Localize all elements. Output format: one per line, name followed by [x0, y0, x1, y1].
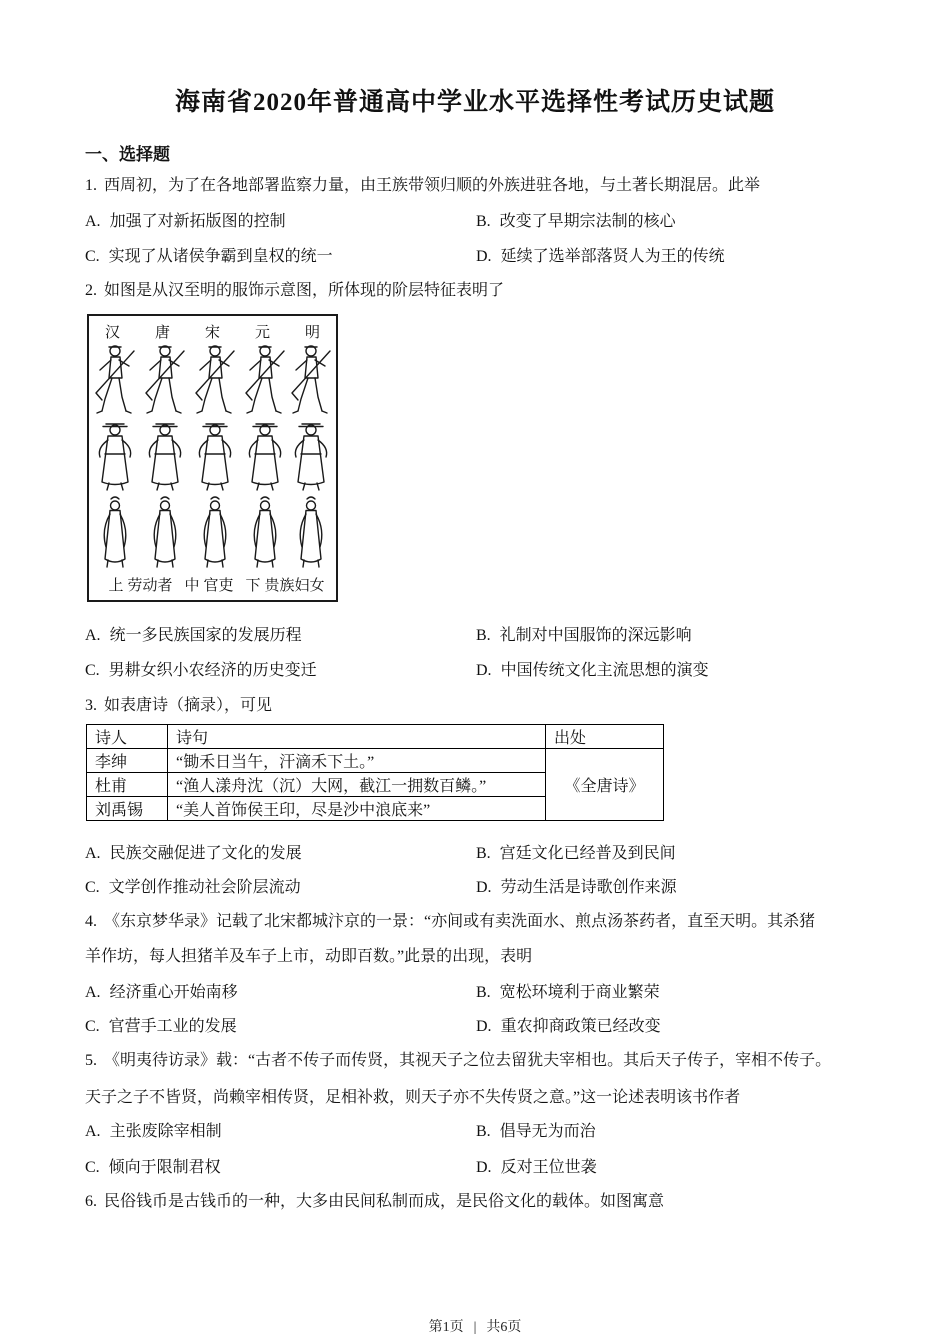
q4-option-c — [85, 1016, 237, 1037]
laborer-figure-icon — [146, 346, 184, 413]
verse-cell: “锄禾日当午，汗滴禾下土。” — [168, 749, 546, 773]
caption-group-noblewoman: 贵族妇女 — [264, 578, 325, 594]
option-text: 经济重心开始南移 — [109, 984, 238, 1001]
section-heading: 一、选择题 — [85, 145, 170, 164]
q2-option-a — [85, 625, 302, 646]
q1-option-b — [476, 211, 676, 232]
option-key: B. — [476, 845, 491, 862]
q3-option-d — [476, 877, 677, 898]
dynasty-label-row — [89, 321, 336, 342]
option-key: C. — [85, 248, 100, 265]
header-source: 出处 — [546, 725, 664, 749]
caption-pos-top: 上 — [108, 578, 124, 594]
header-verse: 诗句 — [168, 725, 546, 749]
table-row — [87, 749, 664, 773]
q5-option-c — [85, 1157, 221, 1178]
question-text: 《明夷待访录》载：“古者不传子而传贤，其视天子之位去留犹夫宰相也。其后天子传子，宰相不传子。 — [104, 1052, 832, 1069]
option-text: 劳动生活是诗歌创作来源 — [500, 879, 677, 896]
poet-cell: 杜甫 — [87, 773, 168, 797]
q4-option-d — [476, 1016, 661, 1037]
dynasty-label-tang: 唐 — [154, 325, 170, 341]
question-number: 6. — [85, 1193, 97, 1210]
q1-option-d — [476, 246, 725, 267]
option-key: A. — [85, 845, 101, 862]
poet-cell: 刘禹锡 — [87, 797, 168, 821]
option-key: B. — [476, 1123, 491, 1140]
question-number: 3. — [85, 697, 97, 714]
laborer-figure-icon — [96, 346, 134, 413]
q3-option-a — [85, 843, 302, 864]
option-text: 文学创作推动社会阶层流动 — [108, 879, 301, 896]
footer-separator: | — [473, 1320, 477, 1335]
dynasty-label-han: 汉 — [105, 325, 121, 341]
option-key: B. — [476, 627, 491, 644]
question-5-stem-line1 — [85, 1050, 831, 1071]
q4-option-b — [476, 982, 660, 1003]
noblewoman-figure-icon — [204, 497, 226, 567]
option-key: D. — [476, 1159, 492, 1176]
q1-option-c — [85, 246, 333, 267]
question-3-stem — [85, 695, 272, 716]
noblewoman-figure-icon — [300, 497, 322, 567]
q2-option-d — [476, 660, 709, 681]
page-footer — [0, 1316, 950, 1336]
question-6-stem — [85, 1191, 664, 1212]
option-key: D. — [476, 248, 492, 265]
option-text: 统一多民族国家的发展历程 — [109, 627, 302, 644]
page-title: 海南省2020年普通高中学业水平选择性考试历史试题 — [174, 89, 775, 116]
option-text: 实现了从诸侯争霸到皇权的统一 — [108, 248, 333, 265]
laborer-figure-icon — [196, 346, 234, 413]
table-header-row — [87, 725, 664, 749]
option-text: 倾向于限制君权 — [108, 1159, 221, 1176]
q5-option-a — [85, 1121, 222, 1142]
q1-option-a — [85, 211, 286, 232]
laborer-figure-icon — [292, 346, 330, 413]
question-text: 如表唐诗（摘录），可见 — [104, 697, 273, 714]
question-text: 《东京梦华录》记载了北宋都城汴京的一景：“亦间或有卖洗面水、煎点汤茶药者，直至天明。其杀猪 — [104, 913, 816, 930]
poet-cell: 李绅 — [87, 749, 168, 773]
verse-cell: “美人首饰侯王印，尽是沙中浪底来” — [168, 797, 546, 821]
option-key: A. — [85, 984, 101, 1001]
option-text: 礼制对中国服饰的深远影响 — [499, 627, 692, 644]
question-1-stem — [85, 175, 760, 196]
question-text: 如图是从汉至明的服饰示意图，所体现的阶层特征表明了 — [104, 282, 505, 299]
dynasty-label-yuan: 元 — [254, 325, 270, 341]
q3-option-b — [476, 843, 676, 864]
option-key: C. — [85, 1018, 100, 1035]
option-key: C. — [85, 1159, 100, 1176]
laborer-figure-icon — [246, 346, 284, 413]
option-text: 官营手工业的发展 — [108, 1018, 237, 1035]
costume-figures-drawing — [89, 341, 336, 573]
noblewoman-figure-icon — [154, 497, 176, 567]
option-text: 民族交融促进了文化的发展 — [109, 845, 302, 862]
official-figure-icon — [199, 424, 230, 490]
official-figure-icon — [249, 424, 280, 490]
official-figure-icon — [99, 424, 130, 490]
option-key: D. — [476, 879, 492, 896]
option-key: C. — [85, 879, 100, 896]
option-text: 中国传统文化主流思想的演变 — [500, 662, 709, 679]
noblewoman-figure-icon — [254, 497, 276, 567]
caption-group-laborer: 劳动者 — [127, 578, 173, 594]
current-page-label: 第1页 — [428, 1320, 464, 1335]
question-4-stem-line1 — [85, 911, 815, 932]
total-pages-label: 共6页 — [486, 1320, 522, 1335]
noblewoman-figure-icon — [104, 497, 126, 567]
q3-option-c — [85, 877, 301, 898]
verse-cell: “渔人漾舟沈（沉）大网，截江一拥数百鳞。” — [168, 773, 546, 797]
figure-caption — [89, 574, 336, 595]
official-figure-icon — [149, 424, 180, 490]
q4-option-a — [85, 982, 238, 1003]
question-number: 1. — [85, 177, 97, 194]
option-text: 男耕女织小农经济的历史变迁 — [108, 662, 317, 679]
option-text: 宽松环境利于商业繁荣 — [499, 984, 660, 1001]
option-text: 反对王位世袭 — [500, 1159, 597, 1176]
option-text: 重农抑商政策已经改变 — [500, 1018, 661, 1035]
source-cell: 《全唐诗》 — [546, 749, 664, 821]
option-text: 改变了早期宗法制的核心 — [499, 213, 676, 230]
caption-group-official: 官吏 — [203, 578, 234, 594]
option-key: A. — [85, 627, 101, 644]
q2-option-b — [476, 625, 692, 646]
option-key: D. — [476, 1018, 492, 1035]
option-text: 主张废除宰相制 — [109, 1123, 222, 1140]
caption-pos-bottom: 下 — [245, 578, 261, 594]
question-number: 2. — [85, 282, 97, 299]
caption-pos-middle: 中 — [184, 578, 200, 594]
option-key: B. — [476, 984, 491, 1001]
option-key: A. — [85, 1123, 101, 1140]
option-key: C. — [85, 662, 100, 679]
option-text: 加强了对新拓版图的控制 — [109, 213, 286, 230]
option-key: A. — [85, 213, 101, 230]
q5-option-d — [476, 1157, 597, 1178]
costume-evolution-figure — [87, 314, 338, 602]
question-text: 西周初，为了在各地部署监察力量，由王族带领归顺的外族进驻各地，与土著长期混居。此举 — [104, 177, 761, 194]
option-key: D. — [476, 662, 492, 679]
question-2-stem — [85, 280, 504, 301]
official-figure-icon — [295, 424, 326, 490]
option-text: 宫廷文化已经普及到民间 — [499, 845, 676, 862]
question-text: 民俗钱币是古钱币的一种，大多由民间私制而成，是民俗文化的载体。如图寓意 — [104, 1193, 665, 1210]
question-4-stem-line2: 羊作坊，每人担猪羊及车子上市，动即百数。”此景的出现，表明 — [85, 948, 533, 965]
dynasty-label-ming: 明 — [304, 325, 320, 341]
header-poet: 诗人 — [87, 725, 168, 749]
dynasty-label-song: 宋 — [204, 325, 220, 341]
q5-option-b — [476, 1121, 596, 1142]
question-number: 4. — [85, 913, 97, 930]
q2-option-c — [85, 660, 317, 681]
question-5-stem-line2: 天子之子不皆贤，尚赖宰相传贤，足相补救，则天子亦不失传贤之意。”这一论述表明该书作者 — [85, 1089, 741, 1106]
tang-poetry-table — [86, 724, 664, 821]
option-text: 延续了选举部落贤人为王的传统 — [500, 248, 725, 265]
question-number: 5. — [85, 1052, 97, 1069]
option-key: B. — [476, 213, 491, 230]
option-text: 倡导无为而治 — [499, 1123, 596, 1140]
